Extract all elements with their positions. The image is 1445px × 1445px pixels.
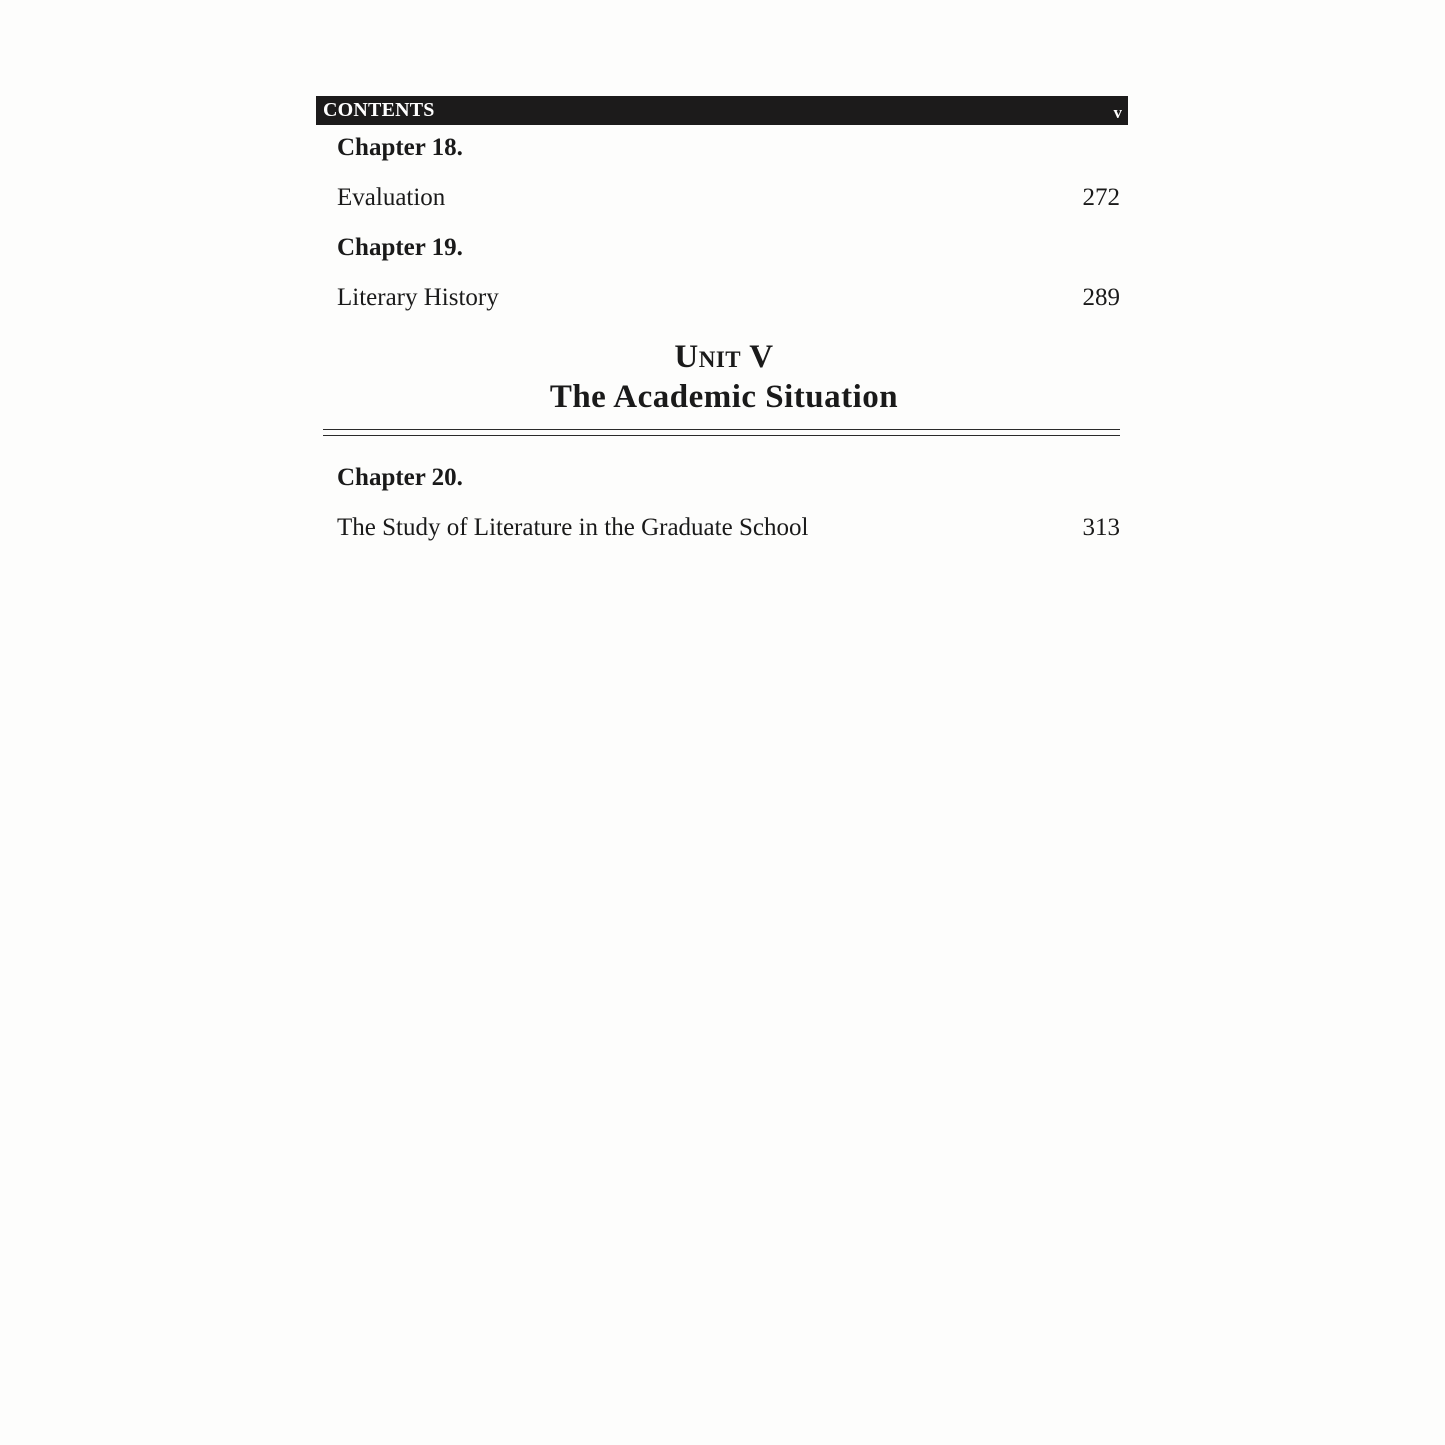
toc-entry-chapter-19[interactable] [337, 283, 1120, 313]
unit-label: Unit V [674, 339, 774, 375]
chapter-20-label: Chapter 20. [337, 464, 463, 491]
toc-entry-title: Literary History [337, 284, 499, 311]
table-of-contents-continued [316, 463, 1128, 543]
toc-entry-chapter-18[interactable] [337, 183, 1120, 213]
double-rule-divider [323, 429, 1120, 436]
chapter-19-label: Chapter 19. [337, 234, 463, 261]
running-head-title: CONTENTS [323, 99, 435, 121]
running-head-page-number: v [1113, 102, 1122, 122]
chapter-18-label: Chapter 18. [337, 134, 463, 161]
toc-entry-title: Evaluation [337, 184, 446, 211]
toc-entry-page: 289 [1082, 284, 1120, 311]
toc-entry-page: 272 [1082, 184, 1120, 211]
unit-heading [316, 337, 1128, 417]
toc-entry-title: The Study of Literature in the Graduate School [337, 514, 809, 541]
toc-entry-page: 313 [1082, 514, 1120, 541]
running-head [316, 96, 1128, 125]
toc-entry-chapter-20[interactable] [337, 513, 1120, 543]
table-of-contents [316, 133, 1128, 313]
contents-page [316, 96, 1128, 543]
unit-title: The Academic Situation [549, 379, 899, 415]
